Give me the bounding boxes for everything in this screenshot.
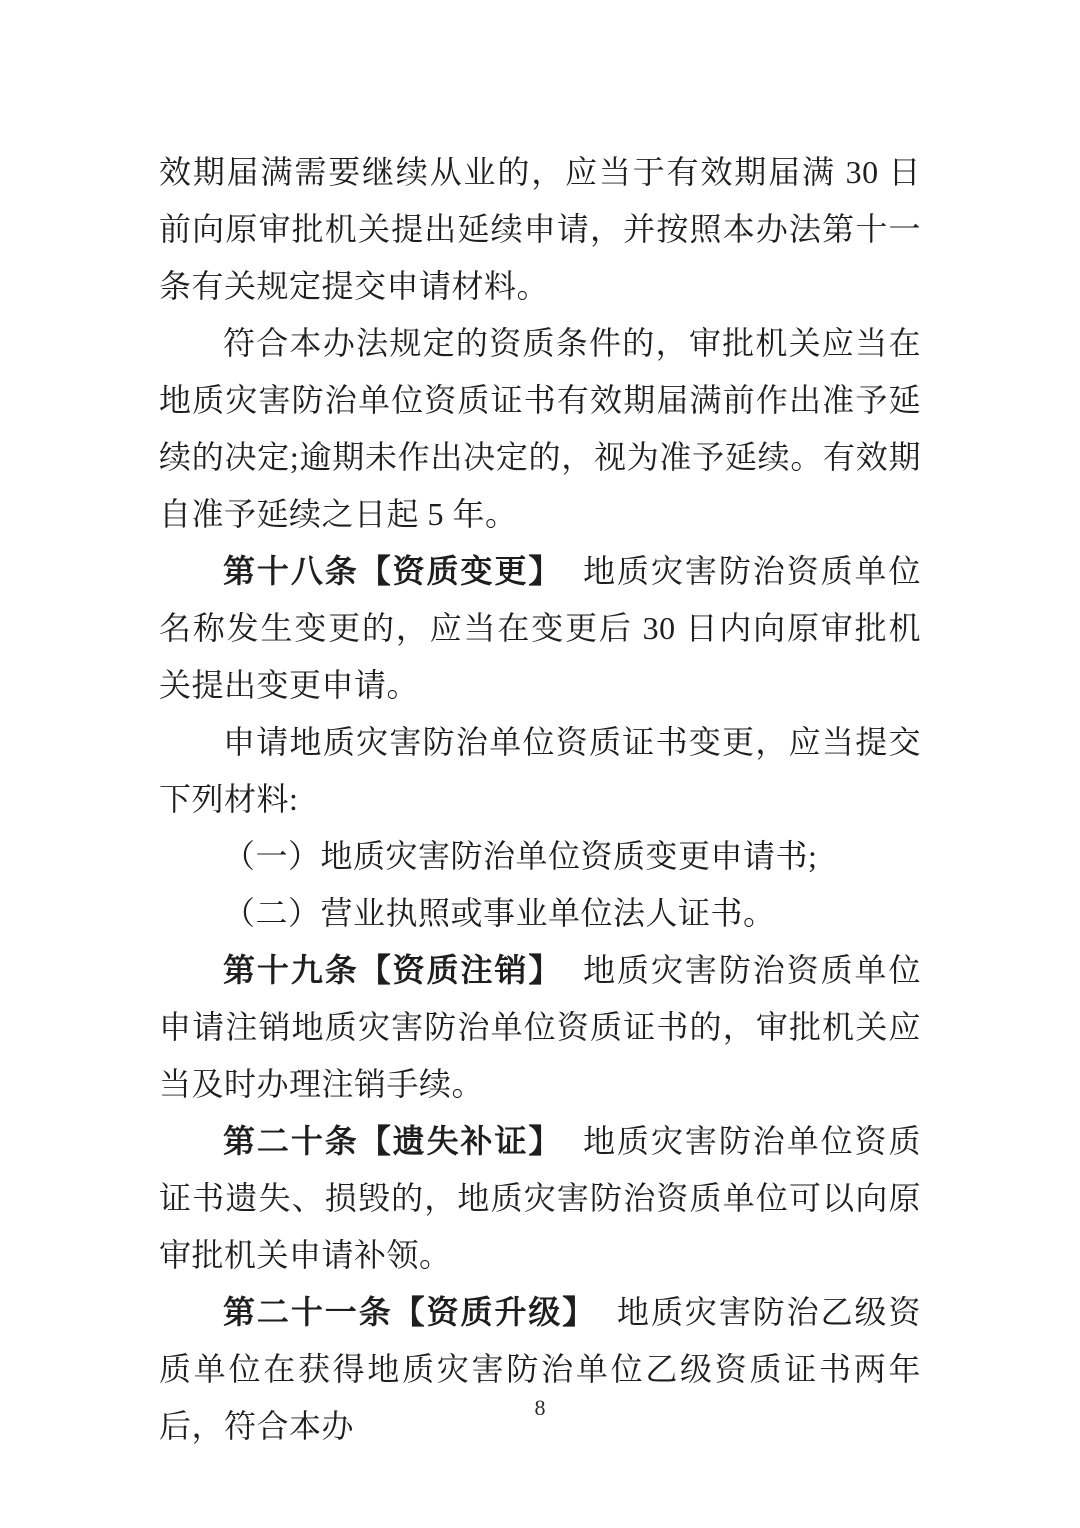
article-heading: 第十八条【资质变更】 [223,553,563,589]
paragraph-text: 地质灾害防治资质单位名称发生变更的，应当在变更后 30 日内向原审批机关提出变更申请。 [159,553,921,703]
paragraph-text: 符合本办法规定的资质条件的，审批机关应当在地质灾害防治单位资质证书有效期届满前作出准予延续的决定;逾期未作出决定的，视为准予延续。有效期自准予延续之日起 5 年。 [159,325,921,532]
list-item-1 [159,828,921,885]
article-heading: 第十九条【资质注销】 [223,952,563,988]
paragraph-text: 地质灾害防治单位资质证书遗失、损毁的，地质灾害防治资质单位可以向原审批机关申请补领。 [159,1123,921,1273]
paragraph-text: 申请地质灾害防治单位资质证书变更，应当提交下列材料: [159,724,921,817]
page-number: 8 [534,1395,546,1420]
paragraph-text: 地质灾害防治资质单位申请注销地质灾害防治单位资质证书的，审批机关应当及时办理注销手续。 [159,952,921,1102]
paragraph-text: 地质灾害防治乙级资质单位在获得地质灾害防治单位乙级资质证书两年后，符合本办 [159,1294,921,1444]
paragraph-text: 效期届满需要继续从业的，应当于有效期届满 30 日前向原审批机关提出延续申请，并按照本办法第十一条有关规定提交申请材料。 [159,154,921,304]
paragraph-article-18 [159,543,921,714]
paragraph-article-19 [159,942,921,1113]
paragraph-text: （二）营业执照或事业单位法人证书。 [223,895,776,931]
page-footer [0,1393,1080,1423]
paragraph-change-materials-intro [159,714,921,828]
document-text [159,144,921,1455]
paragraph-article-20 [159,1113,921,1284]
article-heading: 第二十条【遗失补证】 [223,1123,563,1159]
article-heading: 第二十一条【资质升级】 [223,1294,597,1330]
list-item-2 [159,885,921,942]
paragraph-renewal-continuation [159,144,921,315]
paragraph-renewal-decision [159,315,921,543]
paragraph-article-21 [159,1284,921,1455]
paragraph-text: （一）地质灾害防治单位资质变更申请书; [223,838,818,874]
